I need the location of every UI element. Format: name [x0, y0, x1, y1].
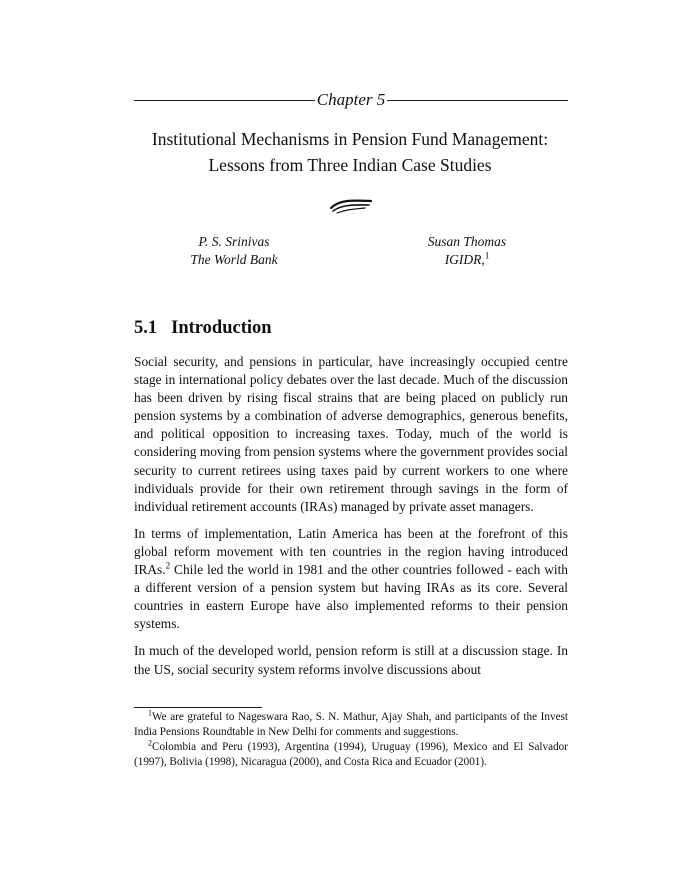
footnotes — [134, 710, 568, 770]
author-affiliation: IGIDR, — [444, 252, 485, 267]
paragraph-2 — [134, 525, 568, 634]
chapter-rule-left — [134, 100, 315, 101]
chapter-rule-right — [387, 100, 568, 101]
chapter-label: Chapter 5 — [316, 90, 386, 109]
footnote-mark: 2 — [148, 738, 152, 748]
author-block-2 — [367, 233, 567, 269]
flourish-ornament-icon — [329, 196, 373, 214]
section-number: 5.1 — [134, 318, 158, 338]
section-title: Introduction — [171, 318, 272, 338]
footnote-text: We are grateful to Nageswara Rao, S. N. Mathur, Ajay Shah, and participants of the Invest India Pensions Roundtable in New Delhi for comments and suggestions. — [134, 711, 568, 738]
author-block-1 — [134, 233, 334, 269]
footnote-mark: 1 — [484, 250, 490, 261]
author-affiliation: The World Bank — [190, 252, 278, 267]
footnote-text: Colombia and Peru (1993), Argentina (1994), Uruguay (1996), Mexico and El Salvador (1997), Bolivia (1998), Nicaragua (2000), and Costa Rica and Ecuador (2001). — [134, 741, 568, 768]
footnote-mark: 1 — [148, 708, 152, 718]
paragraph-1: Social security, and pensions in particular, have increasingly occupied centre stage in international policy debates over the last decade. Much of the discussion has been driven by rising fiscal strains that are being placed on publicly run pension systems by a combination of adverse demographics, generous benefits, and political opposition to increasing taxes. Today, much of the world is considering moving from pension systems where the government provides social security to current retirees using taxes paid by current workers to one where individuals provide for their own retirement through savings in the form of individual retirement accounts (IRAs) managed by private asset managers. — [134, 354, 568, 514]
author-name: Susan Thomas — [427, 234, 507, 249]
chapter-header — [134, 88, 568, 112]
footnote-divider — [134, 707, 262, 708]
chapter-title-line-2: Lessons from Three Indian Case Studies — [208, 155, 492, 175]
footnote-2 — [134, 740, 568, 770]
footnote-mark: 2 — [165, 560, 171, 571]
paragraph-3: In much of the developed world, pension reform is still at a discussion stage. In the US, social security system reforms involve discussions about — [134, 643, 568, 677]
footnote-1 — [134, 710, 568, 740]
paragraph-2-text-after: Chile led the world in 1981 and the other countries followed - each with a different version of a pension system but having IRAs as its core. Several countries in eastern Europe have also implemented reforms to their pension systems. — [134, 562, 568, 632]
author-affiliation-line — [367, 251, 567, 269]
body-text — [134, 353, 568, 688]
paragraph-2-text-before: In terms of implementation, Latin America has been at the forefront of this global reform movement with ten countries in the region having introduced IRAs. — [134, 525, 568, 578]
chapter-title-line-1: Institutional Mechanisms in Pension Fund Management: — [151, 129, 549, 149]
section-heading — [134, 316, 272, 340]
author-name: P. S. Srinivas — [198, 234, 270, 249]
chapter-title — [100, 126, 600, 178]
